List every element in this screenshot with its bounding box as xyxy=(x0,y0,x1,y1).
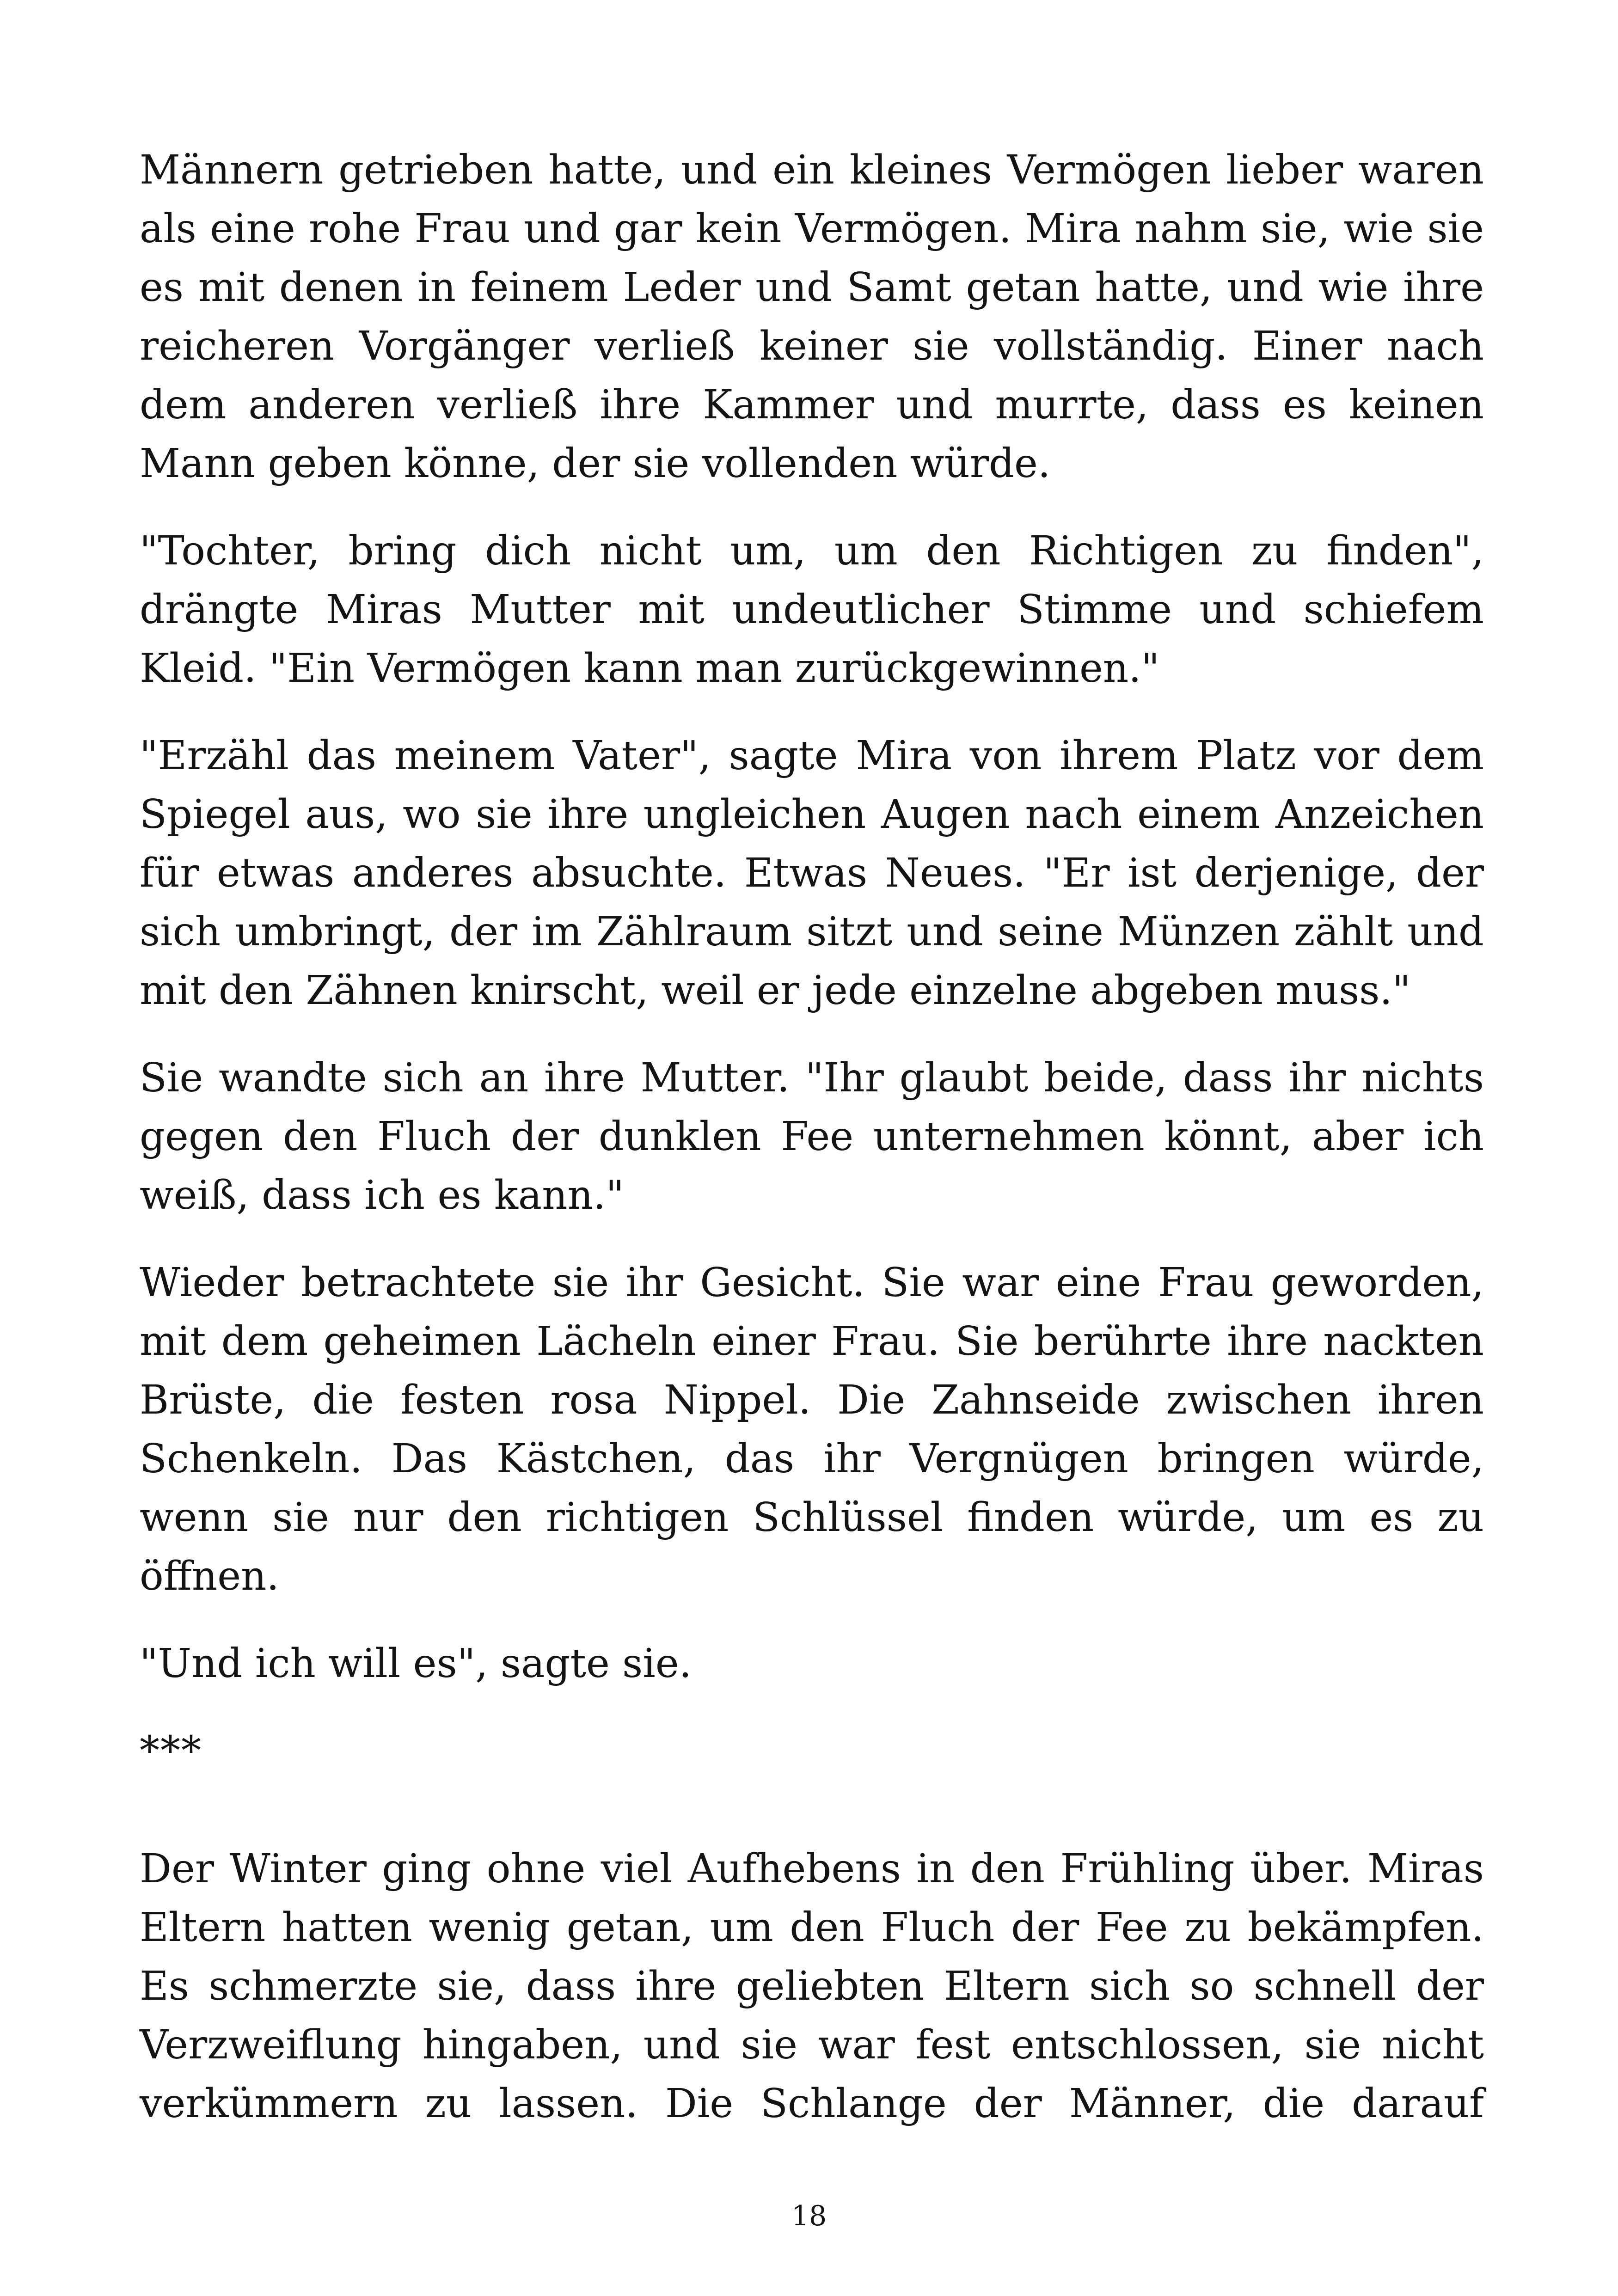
body-text xyxy=(140,141,1484,2162)
continuation-paragraph: Der Winter ging ohne viel Aufhebens in den Frühling über. Miras Eltern hatten wenig getan, um den Fluch der Fee zu bekämpfen. Es schmerzte sie, dass ihre geliebten Eltern sich so schnell der Verzweiflung hingaben, und sie war fest entschlossen, sie nicht verkümmern zu lassen. Die Schlange der Männer, die darauf xyxy=(140,1846,1484,2127)
page-number: 18 xyxy=(791,2200,827,2232)
paragraph: "Und ich will es", sagte sie. xyxy=(140,1641,692,1687)
paragraph: Männern getrieben hatte, und ein kleines Vermögen lieber waren als eine rohe Frau und gar kein Vermögen. Mira nahm sie, wie sie es mit denen in feinem Leder und Samt getan hatte, und wie ihre reicheren Vorgänger verließ keiner sie vollständig. Einer nach dem anderen verließ ihre Kammer und murrte, dass es keinen Mann geben könne, der sie vollenden würde. xyxy=(140,147,1484,487)
section-separator: *** xyxy=(140,1728,202,1774)
paragraph: Sie wandte sich an ihre Mutter. "Ihr glaubt beide, dass ihr nichts gegen den Fluch der dunklen Fee unternehmen könnt, aber ich weiß, dass ich es kann." xyxy=(140,1055,1484,1218)
paragraph: "Erzähl das meinem Vater", sagte Mira von ihrem Platz vor dem Spiegel aus, wo sie ihre ungleichen Augen nach einem Anzeichen für etwas anderes absuchte. Etwas Neues. "Er ist derjenige, der sich umbringt, der im Zählraum sitzt und seine Münzen zählt und mit den Zähnen knirscht, weil er jede einzelne abgeben muss." xyxy=(140,733,1484,1014)
paragraph: "Tochter, bring dich nicht um, um den Richtigen zu finden", drängte Miras Mutter mit undeutlicher Stimme und schiefem Kleid. "Ein Vermögen kann man zurückgewinnen." xyxy=(140,528,1484,692)
paragraph: Wieder betrachtete sie ihr Gesicht. Sie war eine Frau geworden, mit dem geheimen Lächeln einer Frau. Sie berührte ihre nackten Brüste, die festen rosa Nippel. Die Zahnseide zwischen ihren Schenkeln. Das Kästchen, das ihr Vergnügen bringen würde, wenn sie nur den richtigen Schlüssel finden würde, um es zu öffnen. xyxy=(140,1260,1484,1599)
